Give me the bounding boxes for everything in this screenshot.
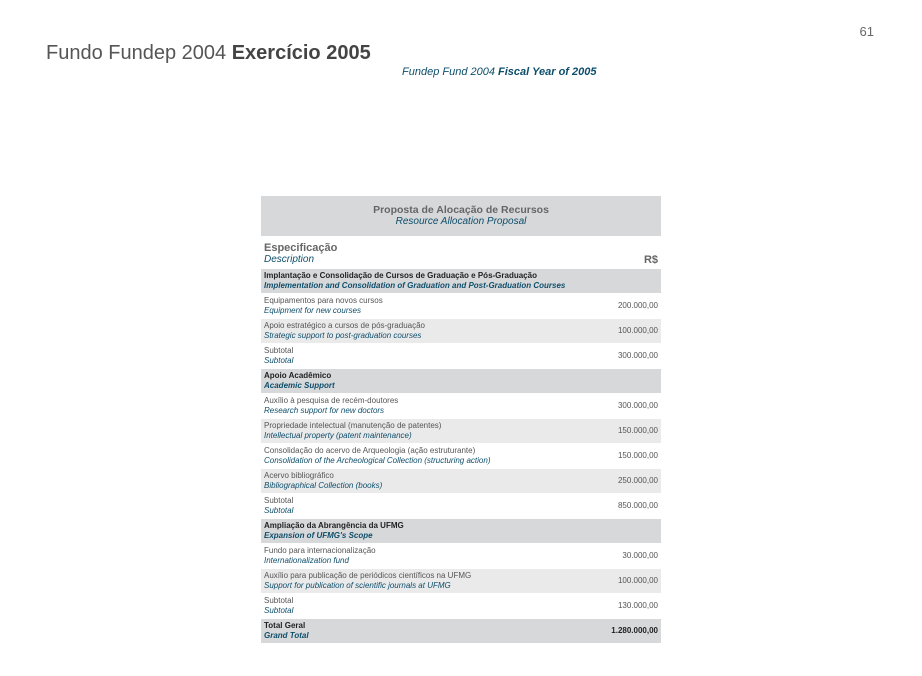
title-normal: Fundo Fundep 2004 [46,42,232,64]
item-pt: Subtotal [264,346,294,355]
item-en: Bibliographical Collection (books) [264,481,383,490]
currency-header: R$ [587,237,661,269]
item-description [261,544,587,569]
item-description [261,394,587,419]
item-en: Consolidation of the Archeological Collection (structuring action) [264,456,491,465]
item-description [261,344,587,369]
section-header-row [261,519,661,544]
item-value: 130.000,00 [587,594,661,619]
item-pt: Apoio estratégico a cursos de pós-graduação [264,321,425,330]
item-en: Research support for new doctors [264,406,385,415]
item-value: 100.000,00 [587,569,661,594]
grand-total-label [261,619,587,644]
item-en: Subtotal [264,606,294,615]
section-title-en: Academic Support [264,381,335,390]
caption-en: Resource Allocation Proposal [395,216,527,227]
table-row [261,444,661,469]
section-title [261,369,661,394]
page-title [46,42,371,65]
table-row [261,394,661,419]
table-caption [261,196,661,237]
item-pt: Consolidação do acervo de Arqueologia (ação estruturante) [264,446,476,455]
section-title [261,269,661,294]
item-en: Support for publication of scientific journals at UFMG [264,581,451,590]
spec-header-en: Description [264,254,315,265]
item-pt: Subtotal [264,596,294,605]
item-pt: Propriedade intelectual (manutenção de patentes) [264,421,442,430]
item-en: Subtotal [264,356,294,365]
item-pt: Equipamentos para novos cursos [264,296,383,305]
section-title-pt: Implantação e Consolidação de Cursos de Graduação e Pós-Graduação [264,271,537,280]
table-row [261,344,661,369]
table-caption-row [261,196,661,237]
section-title [261,519,661,544]
table-body [261,269,661,619]
grand-total-row [261,619,661,644]
page-subtitle [402,66,596,78]
item-en: Subtotal [264,506,294,515]
table-row [261,419,661,444]
item-value: 300.000,00 [587,394,661,419]
page-number: 61 [859,24,874,39]
item-en: Strategic support to post-graduation courses [264,331,422,340]
table-row [261,594,661,619]
item-description [261,569,587,594]
section-header-row [261,369,661,394]
item-value: 250.000,00 [587,469,661,494]
item-value: 100.000,00 [587,319,661,344]
section-header-row [261,269,661,294]
item-description [261,594,587,619]
table-row [261,294,661,319]
item-en: Intellectual property (patent maintenance) [264,431,412,440]
section-title-pt: Apoio Acadêmico [264,371,332,380]
column-header-row [261,237,661,269]
item-value: 30.000,00 [587,544,661,569]
item-value: 150.000,00 [587,419,661,444]
item-pt: Acervo bibliográfico [264,471,334,480]
spec-header-pt: Especificação [264,242,338,254]
table-row [261,494,661,519]
item-description [261,469,587,494]
item-pt: Auxílio para publicação de periódicos científicos na UFMG [264,571,472,580]
title-bold: Exercício 2005 [231,42,371,64]
item-value: 850.000,00 [587,494,661,519]
item-description [261,444,587,469]
item-value: 300.000,00 [587,344,661,369]
allocation-table [261,195,661,643]
item-en: Internationalization fund [264,556,349,565]
item-description [261,494,587,519]
subtitle-bold: Fiscal Year of 2005 [498,66,597,78]
grand-total-pt: Total Geral [264,621,306,630]
item-value: 200.000,00 [587,294,661,319]
item-en: Equipment for new courses [264,306,361,315]
section-title-pt: Ampliação da Abrangência da UFMG [264,521,404,530]
table-row [261,319,661,344]
item-pt: Subtotal [264,496,294,505]
item-value: 150.000,00 [587,444,661,469]
item-description [261,294,587,319]
grand-total-en: Grand Total [264,631,309,640]
section-title-en: Implementation and Consolidation of Graduation and Post-Graduation Courses [264,281,566,290]
subtitle-normal: Fundep Fund 2004 [402,66,499,78]
section-title-en: Expansion of UFMG's Scope [264,531,373,540]
table-row [261,544,661,569]
item-pt: Fundo para internacionalização [264,546,376,555]
table-row [261,569,661,594]
caption-pt: Proposta de Alocação de Recursos [373,204,549,216]
grand-total-value: 1.280.000,00 [587,619,661,644]
item-description [261,419,587,444]
table-row [261,469,661,494]
item-description [261,319,587,344]
spec-header [261,237,587,269]
item-pt: Auxílio à pesquisa de recém-doutores [264,396,399,405]
